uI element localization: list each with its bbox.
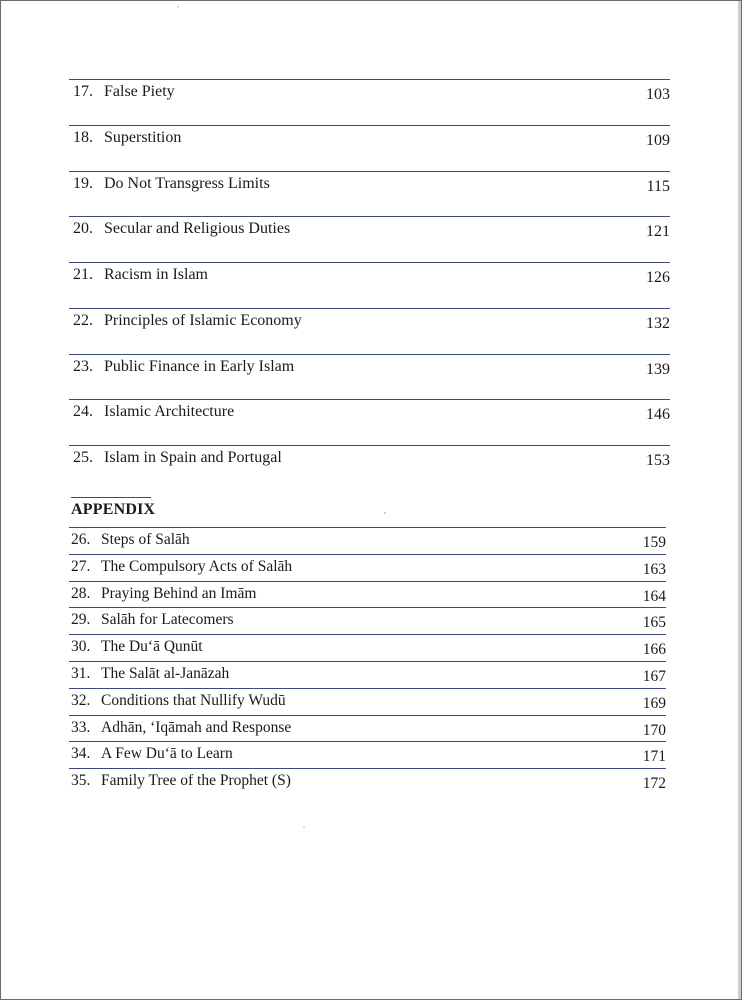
entry-number: 20. [73, 220, 93, 237]
entry-page: 126 [646, 269, 670, 286]
entry-number: 18. [73, 129, 93, 146]
entry-page: 146 [646, 406, 670, 423]
entry-page: 166 [642, 641, 666, 658]
entry-page: 132 [646, 315, 670, 332]
entry-title: The Du‘ā Qunūt [101, 638, 203, 655]
entry-page: 159 [642, 534, 666, 551]
entry-page: 103 [646, 86, 670, 103]
entry-title: Family Tree of the Prophet (S) [101, 772, 291, 789]
entry-number: 22. [73, 312, 93, 329]
entry-number: 33. [71, 719, 91, 736]
entry-page: 164 [642, 588, 666, 605]
entry-number: 24. [73, 403, 93, 420]
entry-title: Racism in Islam [104, 266, 208, 283]
entry-number: 26. [71, 531, 91, 548]
speck [384, 512, 386, 514]
entry-page: 121 [646, 223, 670, 240]
entry-number: 21. [73, 266, 93, 283]
entry-page: 171 [642, 748, 666, 765]
entry-title: Salāh for Latecomers [101, 611, 234, 628]
entry-page: 165 [642, 614, 666, 631]
entry-title: Steps of Salāh [101, 531, 190, 548]
entry-title: Do Not Transgress Limits [104, 175, 270, 192]
entry-title: The Compulsory Acts of Salāh [101, 558, 293, 575]
entry-page: 109 [646, 132, 670, 149]
entry-number: 23. [73, 358, 93, 375]
entry-title: Conditions that Nullify Wudū [101, 692, 286, 709]
entry-number: 29. [71, 611, 91, 628]
entry-number: 17. [73, 83, 93, 100]
entry-number: 27. [71, 558, 91, 575]
speck [177, 6, 179, 8]
entry-title: False Piety [104, 83, 175, 100]
entry-title: Superstition [104, 129, 182, 146]
entry-title: A Few Du‘ā to Learn [101, 745, 233, 762]
entry-title: Principles of Islamic Economy [104, 312, 302, 329]
entry-page: 153 [646, 452, 670, 469]
entry-page: 172 [642, 775, 666, 792]
entry-number: 35. [71, 772, 91, 789]
entry-title: Islamic Architecture [104, 403, 235, 420]
entry-title: Public Finance in Early Islam [104, 358, 295, 375]
entry-title: Islam in Spain and Portugal [104, 449, 282, 466]
entry-number: 25. [73, 449, 93, 466]
entry-number: 34. [71, 745, 91, 762]
entry-number: 32. [71, 692, 91, 709]
entry-title: Secular and Religious Duties [104, 220, 291, 237]
entry-title: The Salāt al-Janāzah [101, 665, 230, 682]
entry-page: 115 [646, 178, 670, 195]
entry-number: 19. [73, 175, 93, 192]
entry-title: Adhān, ‘Iqāmah and Response [101, 719, 292, 736]
appendix-heading: APPENDIX [71, 501, 156, 518]
entry-page: 169 [642, 695, 666, 712]
entry-page: 163 [642, 561, 666, 578]
paper-specks [1, 1, 741, 999]
entry-page: 170 [642, 722, 666, 739]
entry-title: Praying Behind an Imām [101, 585, 257, 602]
entry-number: 31. [71, 665, 91, 682]
entry-number: 28. [71, 585, 91, 602]
entry-page: 139 [646, 361, 670, 378]
speck [303, 826, 305, 828]
entry-page: 167 [642, 668, 666, 685]
entry-number: 30. [71, 638, 91, 655]
